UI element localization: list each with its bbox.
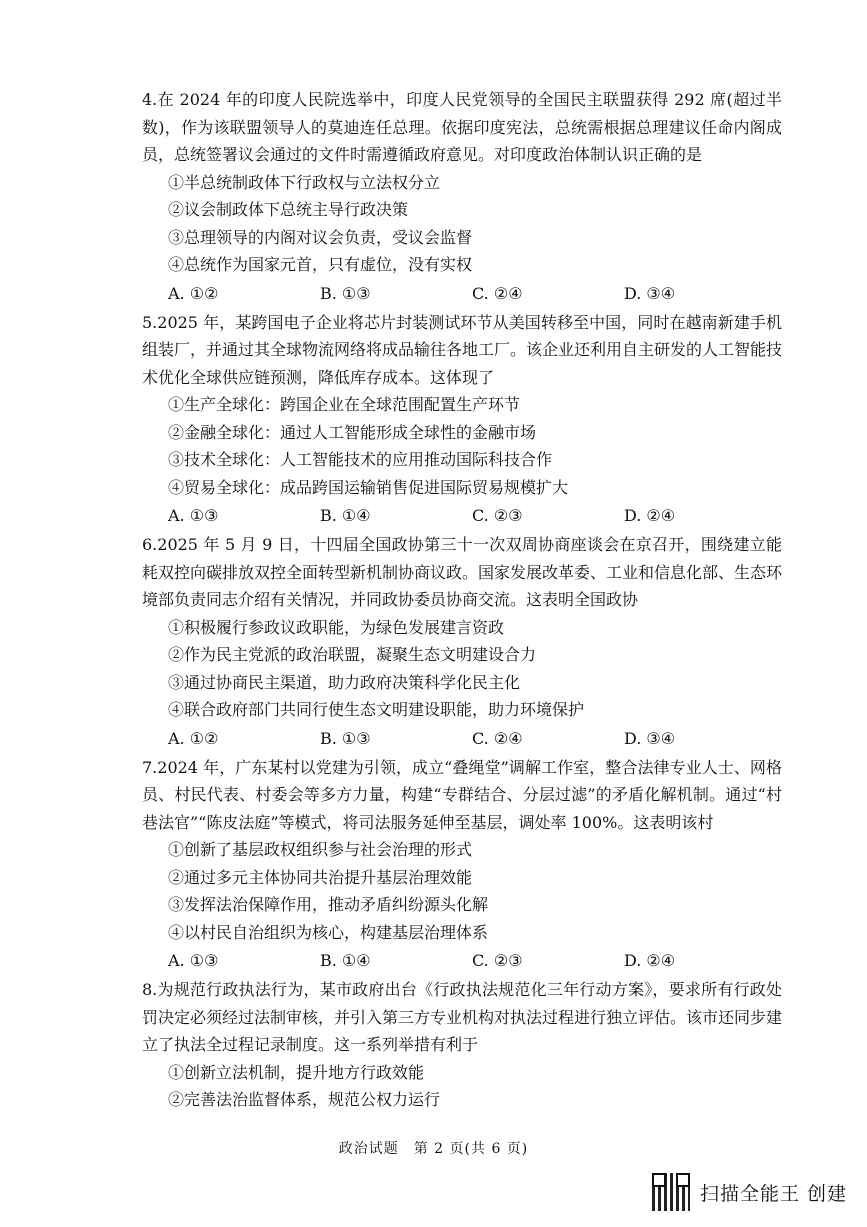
option-line: ③发挥法治保障作用，推动矛盾纠纷源头化解 (168, 895, 489, 914)
question-stem: 5.2025 年，某跨国电子企业将芯片封装测试环节从美国转移至中国，同时在越南新建手机组装厂，并通过其全球物流网络将成品输往各地工厂。该企业还利用自主研发的人工智能技术优化全球供应链预测，降低库存成本。这体现了 (142, 312, 783, 387)
option-line: ③技术全球化：人工智能技术的应用推动国际科技合作 (168, 450, 553, 469)
option-line: ④总统作为国家元首，只有虚位，没有实权 (168, 255, 473, 274)
choice-d: D. ③④ (624, 283, 676, 303)
choice-b: B. ①③ (320, 728, 371, 748)
choice-d: D. ②④ (624, 506, 676, 525)
choice-a: A. ①③ (168, 951, 219, 970)
scanner-watermark (652, 1170, 847, 1214)
question-5 (142, 309, 782, 531)
option-line: ①积极履行参政议政职能，为绿色发展建言资政 (168, 617, 505, 637)
question-list (142, 86, 782, 1114)
choice-d: D. ②④ (624, 951, 676, 970)
scanner-watermark-text: 扫描全能王 创建 (700, 1182, 848, 1205)
option-line: ①半总统制政体下行政权与立法权分立 (168, 172, 441, 192)
choice-b: B. ①④ (320, 951, 371, 970)
option-line: ②金融全球化：通过人工智能形成全球性的金融市场 (168, 422, 537, 442)
answer-choices (142, 947, 782, 975)
choice-d: D. ③④ (624, 728, 676, 748)
answer-choices (142, 502, 782, 530)
choice-c: C. ②④ (472, 728, 523, 748)
choice-a: A. ①② (168, 728, 219, 748)
question-stem: 4.在 2024 年的印度人民院选举中，印度人民党领导的全国民主联盟获得 292 席(超过半数)，作为该联盟领导人的莫迪连任总理。依据印度宪法，总统需根据总理建议任命内阁成员，总统签署议会通过的文件时需遵循政府意见。对印度政治体制认识正确的是 (142, 90, 782, 164)
option-line: ①生产全球化：跨国企业在全球范围配置生产环节 (168, 395, 521, 414)
option-line: ①创新了基层政权组织参与社会治理的形式 (168, 840, 473, 859)
option-line: ①创新立法机制，提升地方行政效能 (168, 1062, 425, 1082)
answer-choices (142, 725, 782, 753)
choice-b: B. ①③ (320, 283, 371, 303)
choice-c: C. ②③ (472, 506, 523, 525)
option-line: ③通过协商民主渠道，助力政府决策科学化民主化 (168, 672, 521, 692)
option-line: ②通过多元主体协同共治提升基层治理效能 (168, 867, 473, 887)
option-line: ④以村民自治组织为核心，构建基层治理体系 (168, 922, 489, 942)
option-line: ②作为民主党派的政治联盟，凝聚生态文明建设合力 (168, 645, 537, 664)
page-footer: 政治试题 第 2 页(共 6 页) (338, 1141, 529, 1157)
question-8 (142, 976, 782, 1114)
question-stem: 8.为规范行政执法行为，某市政府出台《行政执法规范化三年行动方案》，要求所有行政处罚决定必须经过法制审核，并引入第三方专业机构对执法过程进行独立评估。该市还同步建立了执法全过程记录制度。这一系列举措有利于 (142, 980, 783, 1054)
choice-b: B. ①④ (320, 506, 371, 525)
question-stem: 6.2025 年 5 月 9 日，十四届全国政协第三十一次双周协商座谈会在京召开，围绕建立能耗双控向碳排放双控全面转型新机制协商议政。国家发展改革委、工业和信息化部、生态环境部负责同志介绍有关情况，并同政协委员协商交流。这表明全国政协 (142, 535, 783, 609)
option-line: ③总理领导的内阁对议会负责，受议会监督 (168, 227, 473, 247)
choice-c: C. ②④ (472, 283, 523, 303)
choice-a: A. ①② (168, 283, 219, 303)
answer-choices (142, 280, 782, 308)
question-stem: 7.2024 年，广东某村以党建为引领，成立“叠绳堂”调解工作室，整合法律专业人士、网格员、村民代表、村委会等多方力量，构建“专群结合、分层过滤”的矛盾化解机制。通过“村巷法官”“陈皮法庭”等模式，将司法服务延伸至基层，调处率 100%。这表明该村 (142, 757, 782, 832)
option-line: ④贸易全球化：成品跨国运输销售促进国际贸易规模扩大 (168, 477, 569, 497)
question-4 (142, 86, 782, 308)
option-line: ④联合政府部门共同行使生态文明建设职能，助力环境保护 (168, 700, 585, 719)
question-6 (142, 531, 782, 753)
choice-a: A. ①③ (168, 506, 219, 525)
option-line: ②完善法治监督体系，规范公权力运行 (168, 1090, 441, 1109)
option-line: ②议会制政体下总统主导行政决策 (168, 200, 409, 219)
question-7 (142, 754, 782, 976)
choice-c: C. ②③ (472, 951, 523, 970)
qr-code-icon (652, 1173, 690, 1211)
